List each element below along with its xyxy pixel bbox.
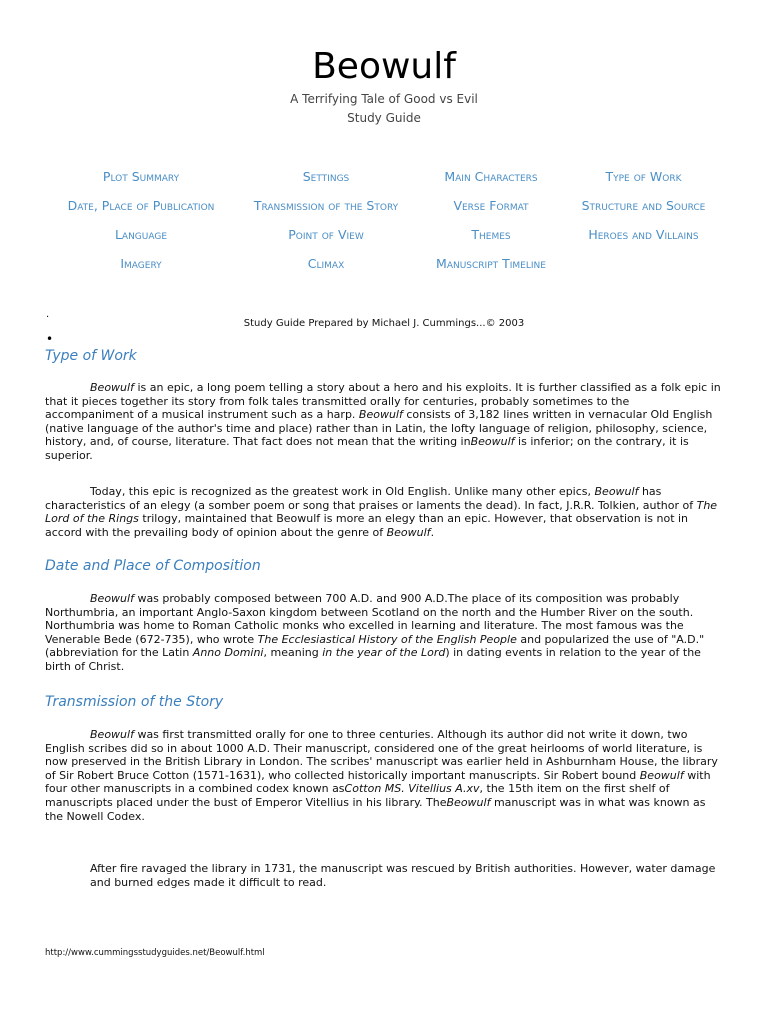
- paragraph: [45, 728, 721, 823]
- italic-text: The Lord of the Rings: [45, 498, 718, 526]
- page-subtitle-study-guide: Study Guide: [347, 111, 421, 125]
- paragraph: [90, 862, 721, 889]
- text-run: ) in dating events in relation to the year of the birth of Christ.: [45, 646, 701, 673]
- nav-date-place-of-publication[interactable]: Date, Place of Publication: [67, 198, 215, 213]
- credit-line: Study Guide Prepared by Michael J. Cummings...© 2003: [243, 318, 525, 329]
- italic-text: Beowulf: [386, 525, 431, 539]
- text-run: with four other manuscripts in a combined codex known as: [45, 768, 711, 796]
- italic-text: Beowulf: [90, 592, 134, 605]
- heading-type-of-work: Type of Work: [45, 348, 137, 364]
- text-run: is an epic, a long poem telling a story about a hero and his exploits. It is further classified as a folk epic in that it pieces together its story from folk tales transmitted orally for centuries, probably sometimes to the accompaniment of a musical instrument such as a harp.: [45, 381, 721, 422]
- text-run: , meaning: [263, 646, 323, 660]
- text-run: consists of 3,182 lines written in vernacular Old English (native language of the author's time and place) rather than in Latin, the lofty language of religion, philosophy, science, history, and, of course, literature. That fact does not mean that the writing in: [45, 408, 713, 449]
- italic-text: Beowulf: [446, 795, 491, 809]
- text-run: , the 15th item on the first shelf of manuscripts placed under the bust of Emperor Vitellius in his library. The: [45, 782, 670, 809]
- decorative-dot: •: [46, 332, 54, 346]
- heading-date-and-place: Date and Place of Composition: [45, 558, 261, 574]
- italic-text: Beowulf: [90, 728, 134, 741]
- italic-text: Anno Domini: [192, 646, 264, 660]
- topic-nav: [45, 169, 720, 285]
- italic-text: Beowulf: [639, 768, 684, 782]
- text-run: .: [430, 525, 435, 539]
- italic-text: Beowulf: [470, 435, 515, 449]
- text-run: and popularized the use of "A.D." (abbreviation for the Latin: [45, 632, 705, 660]
- text-run: was first transmitted orally for one to three centuries. Although its author did not write it down, two English scribes did so in about 1000 A.D. Their manuscript, considered one of the great heirlooms of world literature, is now preserved in the British Library in London. The scribes' manuscript was earlier held in Ashburnham House, the library of Sir Robert Bruce Cotton (1571-1631), who collected historically important manuscripts. Sir Robert bound: [45, 728, 718, 782]
- italic-text: Cotton MS. Vitellius A.xv: [344, 782, 480, 796]
- nav-main-characters[interactable]: Main Characters: [444, 169, 538, 184]
- paragraph: [45, 592, 721, 674]
- footer-url[interactable]: http://www.cummingsstudyguides.net/Beowulf.html: [45, 948, 265, 958]
- italic-text: Beowulf: [594, 485, 639, 498]
- italic-text: in the year of the Lord: [322, 646, 446, 660]
- italic-text: Beowulf: [90, 381, 134, 394]
- text-run: trilogy, maintained that Beowulf is more an elegy than an epic. However, that observation is not in accord with the prevailing body of opinion about the genre of: [45, 512, 689, 539]
- nav-manuscript-timeline[interactable]: Manuscript Timeline: [436, 256, 546, 271]
- page-subtitle: A Terrifying Tale of Good vs Evil: [290, 92, 478, 106]
- nav-point-of-view[interactable]: Point of View: [288, 227, 364, 242]
- paragraph: [45, 381, 721, 463]
- page-title: Beowulf: [312, 46, 456, 87]
- nav-type-of-work[interactable]: Type of Work: [605, 169, 682, 184]
- text-run: manuscript was in what was known as the Nowell Codex.: [45, 795, 706, 823]
- nav-climax[interactable]: Climax: [307, 256, 345, 271]
- nav-transmission-of-the-story[interactable]: Transmission of the Story: [253, 198, 399, 213]
- nav-language[interactable]: Language: [114, 227, 168, 242]
- nav-heroes-and-villains[interactable]: Heroes and Villains: [588, 227, 699, 242]
- nav-structure-and-source[interactable]: Structure and Source: [581, 198, 706, 213]
- nav-plot-summary[interactable]: Plot Summary: [102, 169, 180, 184]
- decorative-dot: .: [46, 309, 50, 320]
- heading-transmission: Transmission of the Story: [45, 694, 224, 710]
- text-run: has characteristics of an elegy (a somber poem or song that praises or laments the dead). In fact, J.R.R. Tolkien, author of: [45, 485, 697, 512]
- paragraph: [45, 485, 721, 539]
- italic-text: Beowulf: [358, 408, 403, 422]
- nav-imagery[interactable]: Imagery: [120, 256, 162, 271]
- text-run: Today, this epic is recognized as the greatest work in Old English. Unlike many other epics,: [90, 485, 595, 498]
- italic-text: The Ecclesiastical History of the English People: [257, 632, 517, 646]
- nav-settings[interactable]: Settings: [302, 169, 350, 184]
- text-run: is inferior; on the contrary, it is superior.: [45, 435, 689, 462]
- text-run: After fire ravaged the library in 1731, the manuscript was rescued by British authorities. However, water damage and burned edges made it difficult to read.: [90, 862, 716, 889]
- nav-themes[interactable]: Themes: [471, 227, 511, 242]
- text-run: was probably composed between 700 A.D. and 900 A.D.The place of its composition was probably Northumbria, an important Anglo-Saxon kingdom between Scotland on the north and the Humber River on the south. Northumbria was home to Roman Catholic monks who excelled in learning and literature. The most famous was the Venerable Bede (672-735), who wrote: [45, 592, 694, 646]
- nav-verse-format[interactable]: Verse Format: [453, 198, 529, 213]
